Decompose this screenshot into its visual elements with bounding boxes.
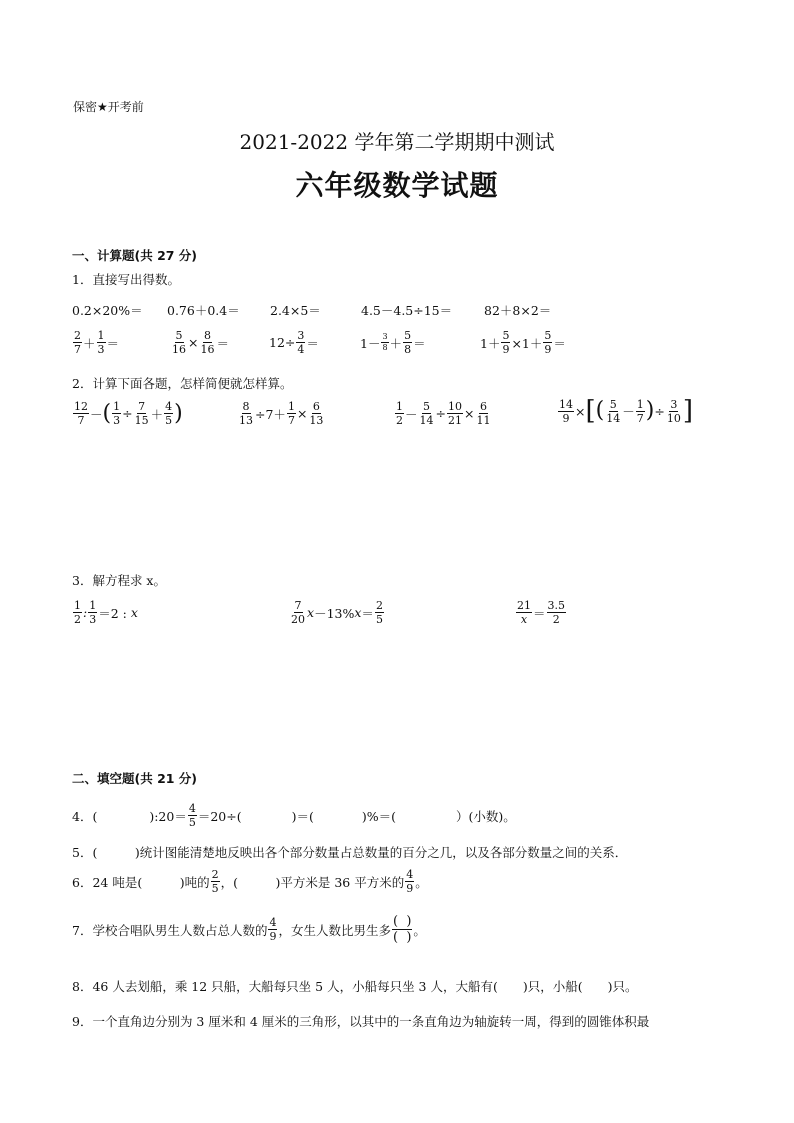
fraction: 3 8 [382,332,388,352]
q6-part: 6．24 吨是( )吨的 [72,874,210,890]
q5: 5．( )统计图能清楚地反映出各个部分数量占总数量的百分之几，以及各部分数量之间的关系． [72,845,628,860]
q2-expression: 12 7 － ( 1 3 ÷ 7 15 ＋ 4 5 ) [74,400,183,427]
fraction: 12 7 [74,400,88,427]
q3-equation: 1 2 : 1 3 ＝2 : x [74,599,138,626]
q1-item: 82＋8×2＝ [484,303,552,318]
q1-item: 4.5－4.5÷15＝ [361,303,453,318]
section2-heading: 二、填空题(共 21 分) [72,771,198,786]
fraction: 3.5 2 [547,599,566,626]
fraction: 5 14 [606,397,621,425]
q1-item: 0.2×20%＝ [72,303,143,318]
q6-part: ，( )平方米是 36 平方米的 [220,874,405,890]
fraction: 5 14 [419,400,434,427]
q4 [72,803,516,828]
q2-expression: 14 9 × [ ( 5 14 － 1 7 ) ÷ 3 10 ] [559,396,693,426]
q7-part: ，女生人数比男生多 [278,922,391,938]
fraction: 2 5 [211,868,219,895]
fraction: 10 21 [448,400,462,427]
q1-item: 1＋ 5 9 ×1＋ 5 9 ＝ [480,329,566,356]
fraction: 4 5 [165,400,173,427]
fraction: 5 16 [172,329,186,356]
q9: 9．一个直角边分别为 3 厘米和 4 厘米的三角形，以其中的一条直角边为轴旋转一周，得到的圆锥体积最 [72,1014,650,1029]
fraction: 14 9 [559,397,573,425]
fraction: 1 2 [74,599,81,626]
fraction: 4 9 [269,916,277,943]
q1-label: 1．直接写出得数。 [72,272,180,287]
q4-part: 4．( [72,808,98,824]
fraction: 1 3 [89,599,97,626]
fraction: 2 7 [74,329,81,356]
fraction: 6 13 [309,400,324,427]
section1-heading: 一、计算题(共 27 分) [72,248,198,263]
q3-label: 3．解方程求 x。 [72,573,166,588]
q3-equation: 21 x ＝ 3.5 2 [517,599,566,626]
q4-part: )%＝( [361,808,397,824]
q7-part: 7．学校合唱队男生人数占总人数的 [72,922,268,938]
q6-part: 。 [415,874,428,890]
fraction: 1 2 [396,400,403,427]
q2-label: 2．计算下面各题，怎样简便就怎样算。 [72,376,293,391]
q2-expression: 8 13 ÷7＋ 1 7 × 6 13 [239,400,324,427]
fraction: 5 9 [544,329,552,356]
fraction: 5 9 [502,329,510,356]
q7-part: 。 [413,922,426,938]
q8: 8．46 人去划船，乘 12 只船，大船每只坐 5 人，小船每只坐 3 人，大船有( )只，小船( )只。 [72,979,638,994]
confidential-label: 保密★开考前 [73,100,144,114]
q4-part: ）(小数)。 [456,808,516,824]
q1-item: 0.76＋0.4＝ [167,303,240,318]
q7 [72,915,426,944]
q1-item: 2 7 ＋ 1 3 ＝ [74,329,120,356]
q1-item: 5 16 × 8 16 ＝ [172,329,229,356]
fraction: 2 5 [375,599,383,626]
fraction: 1 7 [287,400,295,427]
fraction: 1 7 [636,397,644,425]
exam-title: 2021-2022 学年第二学期期中测试 [239,130,555,154]
q3-equation: 7 20 x －13% x ＝ 2 5 [291,599,383,626]
fraction: 1 3 [113,400,121,427]
fraction: 4 9 [406,868,414,895]
q1-item: 1－ 3 8 ＋ 5 8 ＝ [360,329,426,356]
fraction: 8 13 [239,400,253,427]
fraction: 7 20 [291,599,305,626]
fraction: 21 x [517,599,531,626]
fraction: 3 4 [297,329,305,356]
fraction: 5 8 [404,329,412,356]
q2-expression: 1 2 － 5 14 ÷ 10 21 × 6 11 [396,400,491,427]
q4-part: ):20＝ [149,808,187,824]
fraction: 3 10 [666,397,681,425]
fraction: 1 3 [97,329,105,356]
q1-item: 12÷ 3 4 ＝ [269,329,319,356]
exam-subtitle: 六年级数学试题 [295,169,499,202]
fraction: 7 15 [134,400,149,427]
q6 [72,869,428,894]
answer-fraction-blank[interactable]: ( ) ( ) [392,914,412,945]
fraction: 8 16 [200,329,215,356]
q4-part: )＝( [291,808,314,824]
fraction: 6 11 [476,400,491,427]
q4-part: ＝20÷( [197,808,242,824]
fraction: 4 5 [188,802,196,829]
q1-item: 2.4×5＝ [270,303,321,318]
